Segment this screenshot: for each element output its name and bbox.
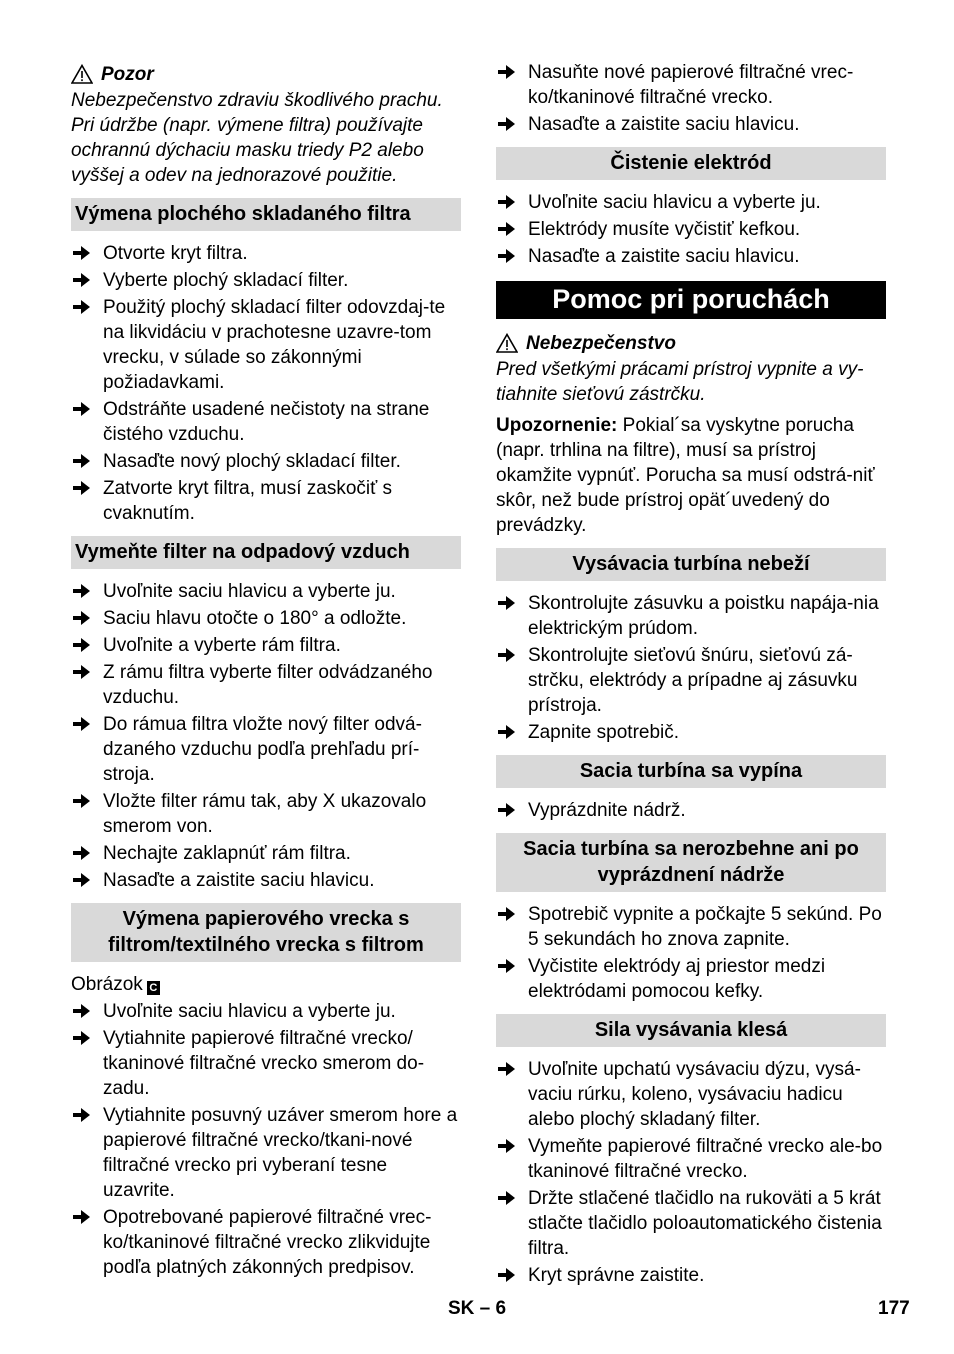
left-column: [71, 60, 461, 1282]
arrow-right-icon: [498, 958, 516, 974]
step-text: Skontrolujte zásuvku a poistku napája-nia elektrickým prúdom.: [528, 593, 879, 639]
list-item: [71, 579, 461, 604]
list-item: [496, 902, 886, 952]
warning-triangle-icon: [496, 333, 518, 353]
step-text: Vyberte plochý skladací filter.: [103, 270, 349, 291]
arrow-right-icon: [73, 793, 91, 809]
step-text: Zatvorte kryt filtra, musí zaskočiť s cvaknutím.: [103, 478, 393, 524]
section-heading: Sacia turbína sa vypína: [496, 755, 886, 788]
list-item: [71, 295, 461, 395]
step-text: Nasaďte a zaistite saciu hlavicu.: [103, 870, 375, 891]
arrow-right-icon: [73, 1107, 91, 1123]
warning-title: Pozor: [101, 63, 154, 85]
step-text: Otvorte kryt filtra.: [103, 243, 248, 264]
arrow-right-icon: [73, 664, 91, 680]
list-item: [496, 954, 886, 1004]
arrow-right-icon: [73, 872, 91, 888]
section-heading: Sila vysávania klesá: [496, 1014, 886, 1047]
step-text: Nechajte zaklapnúť rám filtra.: [103, 843, 351, 864]
warning-block: [71, 60, 461, 188]
step-list: [496, 60, 886, 137]
list-item: [71, 868, 461, 893]
step-list: [496, 798, 886, 823]
list-item: [71, 999, 461, 1024]
step-text: Vymeňte papierové filtračné vrecko ale-bo tkaninové filtračné vrecko.: [528, 1136, 883, 1182]
list-item: [496, 244, 886, 269]
list-item: [71, 606, 461, 631]
arrow-right-icon: [73, 637, 91, 653]
arrow-right-icon: [498, 906, 516, 922]
arrow-right-icon: [498, 1061, 516, 1077]
step-text: Vyčistite elektródy aj priestor medzi elektródami pomocou kefky.: [528, 956, 826, 1002]
list-item: [71, 397, 461, 447]
figure-label: Obrázok: [71, 974, 143, 995]
section-heading: Vymeňte filter na odpadový vzduch: [71, 536, 461, 569]
list-item: [71, 241, 461, 266]
step-text: Z rámu filtra vyberte filter odvádzaného vzduchu.: [103, 662, 433, 708]
arrow-right-icon: [498, 1138, 516, 1154]
step-text: Uvoľnite a vyberte rám filtra.: [103, 635, 341, 656]
list-item: [71, 268, 461, 293]
step-text: Zapnite spotrebič.: [528, 722, 680, 743]
step-list: [71, 241, 461, 526]
arrow-right-icon: [73, 716, 91, 732]
arrow-right-icon: [498, 802, 516, 818]
danger-block: [496, 329, 886, 407]
section-heading: Vysávacia turbína nebeží: [496, 548, 886, 581]
right-column: [496, 60, 886, 1290]
list-item: [71, 633, 461, 658]
note-paragraph: [496, 413, 886, 538]
list-item: [71, 476, 461, 526]
danger-text: Pred všetkými prácami prístroj vypnite a vy-tiahnite sieťovú zástrčku.: [496, 359, 864, 405]
arrow-right-icon: [73, 1030, 91, 1046]
figure-reference: [71, 972, 461, 997]
step-text: Odstráňte usadené nečistoty na strane čistého vzduchu.: [103, 399, 430, 445]
list-item: [496, 591, 886, 641]
step-list: [71, 999, 461, 1280]
step-text: Vytiahnite papierové filtračné vrecko/ tkaninové filtračné vrecko smerom do-zadu.: [103, 1028, 425, 1099]
step-text: Do rámua filtra vložte nový filter odvá-dzaného vzduchu podľa prehľadu prí-stroja.: [103, 714, 422, 785]
step-text: Opotrebované papierové filtračné vrec-ko/tkaninové filtračné vrecko zlikvidujte podľa platných zákonných predpisov.: [103, 1207, 432, 1278]
step-text: Spotrebič vypnite a počkajte 5 sekúnd. Po 5 sekundách ho znova zapnite.: [528, 904, 882, 950]
step-list: [496, 591, 886, 745]
arrow-right-icon: [73, 453, 91, 469]
list-item: [496, 112, 886, 137]
list-item: [71, 841, 461, 866]
section-heading: Sacia turbína sa nerozbehne ani po vyprázdnení nádrže: [496, 833, 886, 892]
arrow-right-icon: [498, 647, 516, 663]
list-item: [496, 217, 886, 242]
list-item: [496, 1186, 886, 1261]
arrow-right-icon: [498, 1267, 516, 1283]
arrow-right-icon: [73, 401, 91, 417]
step-text: Saciu hlavu otočte o 180° a odložte.: [103, 608, 407, 629]
list-item: [496, 643, 886, 718]
step-text: Držte stlačené tlačidlo na rukoväti a 5 krát stlačte tlačidlo poloautomatického čistenia filtra.: [528, 1188, 882, 1259]
list-item: [71, 1103, 461, 1203]
arrow-right-icon: [498, 1190, 516, 1206]
step-text: Uvoľnite saciu hlavicu a vyberte ju.: [528, 192, 821, 213]
step-text: Nasaďte a zaistite saciu hlavicu.: [528, 246, 800, 267]
arrow-right-icon: [73, 480, 91, 496]
arrow-right-icon: [498, 116, 516, 132]
note-label: Upozornenie:: [496, 415, 618, 436]
arrow-right-icon: [73, 299, 91, 315]
step-text: Vložte filter rámu tak, aby X ukazovalo smerom von.: [103, 791, 427, 837]
note-text: Pokial´sa vyskytne porucha (napr. trhlina na filtre), musí sa prístroj okamžite vypnúť. Porucha sa musí odstrá-niť skôr, než bude prístroj opät´uvedený do prevádzky.: [496, 415, 875, 536]
step-text: Vytiahnite posuvný uzáver smerom hore a papierové filtračné vrecko/tkani-nové filtračné vrecko pri vyberaní tesne uzavrite.: [103, 1105, 458, 1201]
list-item: [496, 1134, 886, 1184]
step-text: Použitý plochý skladací filter odovzdaj-te na likvidáciu v prachotesne uzavre-tom vrecku, v súlade so zákonnými požiadavkami.: [103, 297, 446, 393]
list-item: [71, 660, 461, 710]
step-text: Nasaďte nový plochý skladací filter.: [103, 451, 401, 472]
arrow-right-icon: [498, 248, 516, 264]
step-text: Nasaďte a zaistite saciu hlavicu.: [528, 114, 800, 135]
step-list: [496, 190, 886, 269]
arrow-right-icon: [498, 221, 516, 237]
arrow-right-icon: [73, 845, 91, 861]
list-item: [496, 1263, 886, 1288]
step-text: Vyprázdnite nádrž.: [528, 800, 686, 821]
list-item: [496, 798, 886, 823]
list-item: [496, 1057, 886, 1132]
list-item: [496, 720, 886, 745]
arrow-right-icon: [73, 610, 91, 626]
step-text: Uvoľnite saciu hlavicu a vyberte ju.: [103, 581, 396, 602]
arrow-right-icon: [498, 724, 516, 740]
arrow-right-icon: [73, 245, 91, 261]
page-number: 177: [878, 1298, 910, 1319]
list-item: [71, 712, 461, 787]
step-text: Nasuňte nové papierové filtračné vrec-ko/tkaninové filtračné vrecko.: [528, 62, 854, 108]
chapter-heading: Pomoc pri poruchách: [496, 281, 886, 319]
warning-triangle-icon: [71, 64, 93, 84]
list-item: [71, 789, 461, 839]
list-item: [496, 60, 886, 110]
list-item: [71, 1026, 461, 1101]
footer-section-label: SK – 6: [448, 1298, 507, 1319]
list-item: [71, 1205, 461, 1280]
step-list: [496, 902, 886, 1004]
danger-title: Nebezpečenstvo: [526, 332, 676, 354]
step-text: Skontrolujte sieťovú šnúru, sieťovú zá-strčku, elektródy a prípadne aj zásuvku prístroja.: [528, 645, 858, 716]
figure-letter-icon: C: [147, 981, 160, 995]
section-heading: Výmena papierového vrecka s filtrom/textilného vrecka s filtrom: [71, 903, 461, 962]
step-text: Elektródy musíte vyčistiť kefkou.: [528, 219, 801, 240]
section-heading: Čistenie elektród: [496, 147, 886, 180]
list-item: [71, 449, 461, 474]
step-list: [496, 1057, 886, 1288]
arrow-right-icon: [498, 595, 516, 611]
arrow-right-icon: [498, 64, 516, 80]
arrow-right-icon: [73, 1209, 91, 1225]
arrow-right-icon: [73, 1003, 91, 1019]
warning-text: Nebezpečenstvo zdraviu škodlivého prachu. Pri údržbe (napr. výmene filtra) používajte ochrannú dýchaciu masku triedy P2 alebo vyššej a odev na jednorazové použitie.: [71, 90, 443, 186]
arrow-right-icon: [498, 194, 516, 210]
step-text: Uvoľnite upchatú vysávaciu dýzu, vysá-vaciu rúrku, koleno, vysávaciu hadicu alebo plochý skladaný filter.: [528, 1059, 861, 1130]
section-heading: Výmena plochého skladaného filtra: [71, 198, 461, 231]
arrow-right-icon: [73, 272, 91, 288]
step-text: Uvoľnite saciu hlavicu a vyberte ju.: [103, 1001, 396, 1022]
arrow-right-icon: [73, 583, 91, 599]
step-list: [71, 579, 461, 893]
list-item: [496, 190, 886, 215]
step-text: Kryt správne zaistite.: [528, 1265, 705, 1286]
